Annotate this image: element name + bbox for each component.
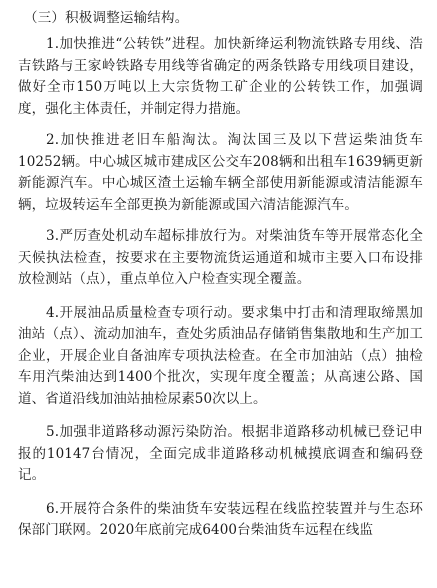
paragraph-remote-monitoring: 6.开展符合条件的柴油货车安装远程在线监控装置并与生态环保部门联网。2020年底前完成6400台柴油货车远程在线监 [18, 500, 423, 538]
paragraph-fuel-quality: 4.开展油品质量检查专项行动。要求集中打击和清理取缔黑加油站（点）、流动加油车，查处劣质油品存储销售集散地和生产加工企业，开展企业自备油库专项执法检查。在全市加油站（点）抽检车用汽柴油达到1400个批次，实现年度全覆盖；从高速公路、国道、省道沿线加油站抽检尿素50次以上。 [18, 304, 423, 407]
paragraph-emission-enforcement: 3.严厉查处机动车超标排放行为。对柴油货车等开展常态化全天候执法检查，按要求在主要物流货运通道和城市主要入口布设排放检测站（点），重点单位入户检查实现全覆盖。 [18, 228, 423, 287]
paragraph-nonroad-machinery: 5.加强非道路移动源污染防治。根据非道路移动机械已登记申报的10147台情况，全面完成非道路移动机械摸底调查和编码登记。 [18, 424, 423, 483]
paragraph-vehicle-retirement: 2.加快推进老旧车船淘汰。淘汰国三及以下营运柴油货车10252辆。中心城区城市建成区公交车208辆和出租车1639辆更新新能源汽车。中心城区渣土运输车辆全部使用新能源或清洁能源车辆，垃圾转运车全部更换为新能源或国六清洁能源汽车。 [18, 132, 423, 213]
section-heading: （三）积极调整运输结构。 [24, 10, 189, 26]
paragraph-rail-transport: 1.加快推进“公转铁”进程。加快新绛运利物流铁路专用线、浩吉铁路与王家岭铁路专用线等省确定的两条铁路专用线项目建设，做好全市150万吨以上大宗货物工矿企业的公转铁工作，加强调度，强化主体责任，并制定得力措施。 [18, 36, 423, 117]
